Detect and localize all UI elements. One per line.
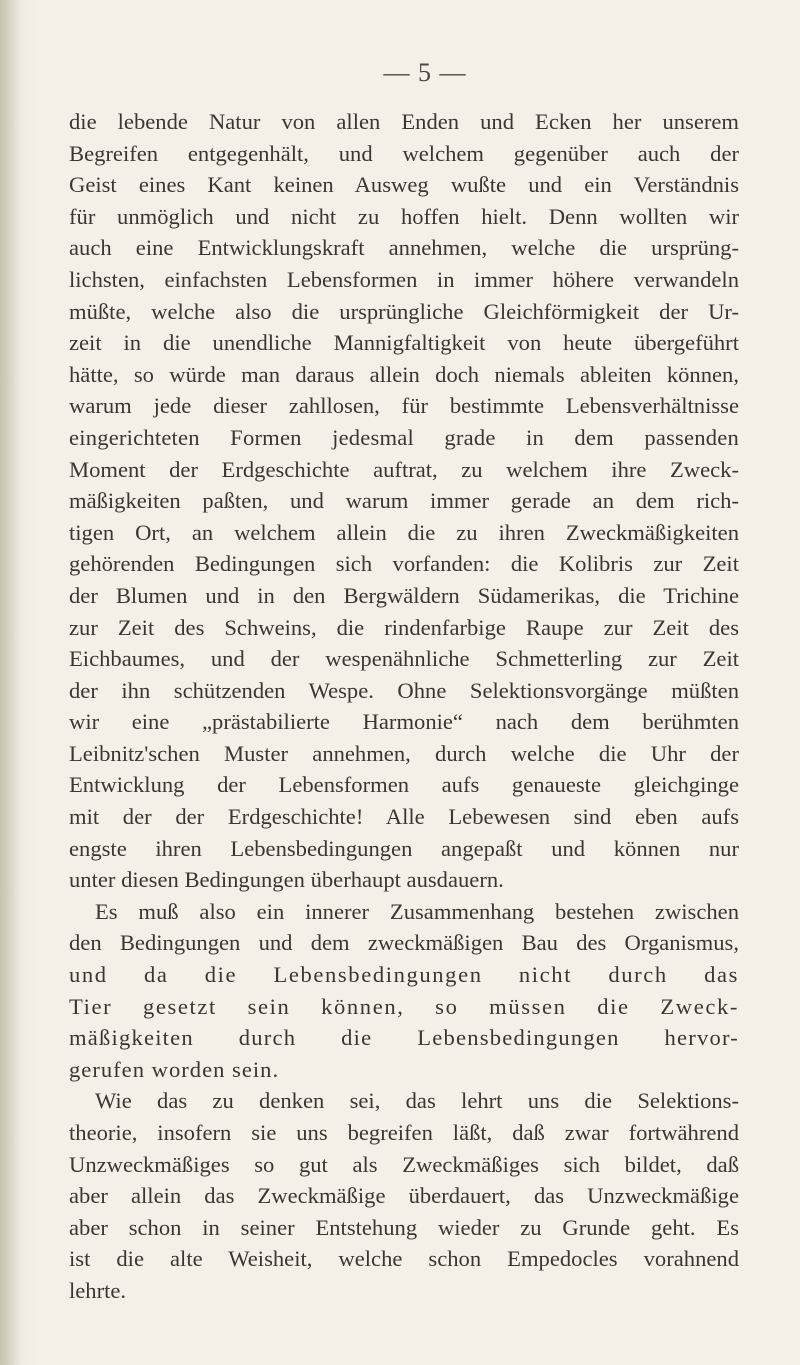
text-line: auch eine Entwicklungskraft annehmen, welche die ursprüng- bbox=[69, 235, 739, 261]
paragraph-end-line: lehrte. bbox=[69, 1277, 127, 1303]
text-line: ist die alte Weisheit, welche schon Empedocles vorahnend bbox=[69, 1246, 739, 1272]
paragraph-start-line: Es muß also ein innerer Zusammenhang bestehen zwischen bbox=[95, 898, 739, 924]
text-line: tigen Ort, an welchem allein die zu ihren Zweckmäßigkeiten bbox=[69, 519, 739, 545]
text-line: müßte, welche also die ursprüngliche Gleichförmigkeit der Ur- bbox=[69, 298, 739, 324]
text-line: warum jede dieser zahllosen, für bestimmte Lebensverhältnisse bbox=[69, 393, 739, 419]
text-line: aber allein das Zweckmäßige überdauert, das Unzweckmäßige bbox=[69, 1183, 739, 1209]
text-line: mäßigkeiten paßten, und warum immer gerade an dem rich- bbox=[69, 488, 739, 514]
text-line: hätte, so würde man daraus allein doch niemals ableiten können, bbox=[69, 361, 739, 387]
text-line: aber schon in seiner Entstehung wieder zu Grunde geht. Es bbox=[69, 1214, 739, 1240]
text-line: Moment der Erdgeschichte auftrat, zu welchem ihre Zweck- bbox=[69, 456, 739, 482]
text-line: der ihn schützenden Wespe. Ohne Selektionsvorgänge müßten bbox=[69, 677, 739, 703]
spaced-emphasis-line: mäßigkeiten durch die Lebensbedingungen hervor- bbox=[69, 1025, 739, 1051]
text-line: engste ihren Lebensbedingungen angepaßt und können nur bbox=[69, 835, 739, 861]
paragraph-end-line: unter diesen Bedingungen überhaupt ausdauern. bbox=[69, 867, 504, 893]
page-number: — 5 — bbox=[383, 58, 467, 87]
text-line: eingerichteten Formen jedesmal grade in dem passenden bbox=[69, 424, 739, 450]
paragraph-end-line: gerufen worden sein. bbox=[69, 1056, 280, 1082]
text-line: Entwicklung der Lebensformen aufs genaueste gleichginge bbox=[69, 772, 739, 798]
page-gutter-shadow bbox=[0, 0, 22, 1365]
text-line: der Blumen und in den Bergwäldern Südamerikas, die Trichine bbox=[69, 582, 739, 608]
text-line: Leibnitz'schen Muster annehmen, durch welche die Uhr der bbox=[69, 740, 739, 766]
text-line: Geist eines Kant keinen Ausweg wußte und ein Verständnis bbox=[69, 172, 739, 198]
text-line: mit der der Erdgeschichte! Alle Lebewesen sind eben aufs bbox=[69, 804, 739, 830]
text-line: gehörenden Bedingungen sich vorfanden: die Kolibris zur Zeit bbox=[69, 551, 739, 577]
body-text bbox=[69, 106, 739, 1307]
text-line: Begreifen entgegenhält, und welchem gegenüber auch der bbox=[69, 140, 739, 166]
text-line: zeit in die unendliche Mannigfaltigkeit von heute übergeführt bbox=[69, 330, 739, 356]
text-line: den Bedingungen und dem zweckmäßigen Bau des Organismus, bbox=[69, 930, 739, 956]
text-line: theorie, insofern sie uns begreifen läßt, daß zwar fortwährend bbox=[69, 1120, 739, 1145]
text-line: die lebende Natur von allen Enden und Ecken her unserem bbox=[69, 109, 739, 134]
text-line: Unzweckmäßiges so gut als Zweckmäßiges sich bildet, daß bbox=[69, 1151, 739, 1177]
text-line: zur Zeit des Schweins, die rindenfarbige Raupe zur Zeit des bbox=[69, 614, 739, 640]
text-line: für unmöglich und nicht zu hoffen hielt. Denn wollten wir bbox=[69, 203, 739, 229]
text-line: lichsten, einfachsten Lebensformen in immer höhere verwandeln bbox=[69, 266, 739, 292]
spaced-emphasis-line: Tier gesetzt sein können, so müssen die Zweck- bbox=[69, 993, 739, 1019]
spaced-emphasis-line: und da die Lebensbedingungen nicht durch das bbox=[69, 962, 739, 988]
text-line: wir eine „prästabilierte Harmonie“ nach dem berühmten bbox=[69, 709, 739, 735]
text-line: Eichbaumes, und der wespenähnliche Schmetterling zur Zeit bbox=[69, 646, 739, 672]
paragraph-start-line: Wie das zu denken sei, das lehrt uns die Selektions- bbox=[95, 1088, 739, 1114]
